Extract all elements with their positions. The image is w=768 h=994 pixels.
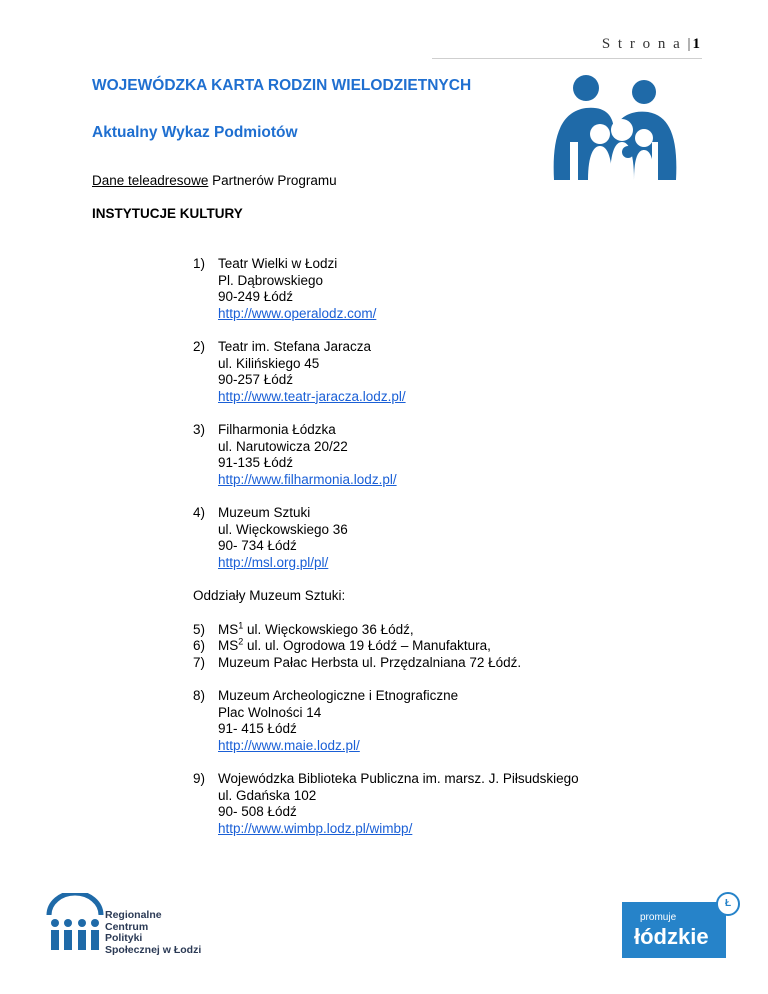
institution-link[interactable]: http://www.operalodz.com/ [218,305,377,321]
list-item: 1) Teatr Wielki w Łodzi Pl. Dąbrowskiego 90-249 Łódź http://www.operalodz.com/ [193,256,673,322]
institution-name: Filharmonia Łódzka [218,422,336,437]
institution-link[interactable]: http://msl.org.pl/pl/ [218,554,329,570]
institution-city: 90- 508 Łódź [218,804,297,819]
institution-name: Muzeum Archeologiczne i Etnograficzne [218,688,459,703]
institution-city: 91-135 Łódź [218,455,294,470]
institution-street: ul. Narutowicza 20/22 [218,438,348,454]
page-header [0,36,700,58]
family-logo-icon [548,72,680,182]
branches-list [193,622,673,672]
rcps-logo-text: Regionalne Centrum Polityki Społecznej w Łodzi [105,909,202,956]
list-item: 4) Muzeum Sztuki ul. Więckowskiego 36 90- 734 Łódź http://msl.org.pl/pl/ [193,505,673,571]
institution-link[interactable]: http://www.wimbp.lodz.pl/wimbp/ [218,820,413,836]
institution-name: Wojewódzka Biblioteka Publiczna im. marsz. J. Piłsudskiego [218,771,579,786]
list-item: 9) Wojewódzka Biblioteka Publiczna im. marsz. J. Piłsudskiego ul. Gdańska 102 90- 508 Łódź http://www.wimbp.lodz.pl/wimbp/ [193,771,673,837]
list-item: 3) Filharmonia Łódzka ul. Narutowicza 20/22 91-135 Łódź http://www.filharmonia.lodz.pl/ [193,422,673,488]
list-item: 6) $MS^2$ ul. ul. Ogrodowa 19 Łódź – Manufaktura, [193,636,491,653]
institution-street: ul. Więckowskiego 36 [218,521,348,537]
list-item: 2) Teatr im. Stefana Jaracza ul. Kilińskiego 45 90-257 Łódź http://www.teatr-jaracza.lodz.pl/ [193,339,673,405]
document-subtitle: Aktualny Wykaz Podmiotów [92,124,298,141]
institution-name: Muzeum Sztuki [218,505,311,520]
section-heading: INSTYTUCJE KULTURY [92,206,243,221]
institution-name: Teatr im. Stefana Jaracza [218,339,372,354]
promuje-lodzkie-logo: promuje łódzkie [622,902,726,958]
institution-name: Teatr Wielki w Łodzi [218,256,338,271]
institution-link[interactable]: http://www.maie.lodz.pl/ [218,737,360,753]
institution-street: ul. Kilińskiego 45 [218,355,320,371]
document-title: WOJEWÓDZKA KARTA RODZIN WIELODZIETNYCH [92,77,472,94]
header-rule [432,58,702,59]
contact-line: Dane teleadresowe Partnerów Programu [92,173,337,188]
lodzkie-seal-icon: Ł [716,892,740,916]
institution-street: ul. Gdańska 102 [218,787,317,803]
institution-city: 90-249 Łódź [218,289,294,304]
institution-link[interactable]: http://www.teatr-jaracza.lodz.pl/ [218,388,406,404]
institution-city: 90- 734 Łódź [218,538,297,553]
institution-city: 90-257 Łódź [218,372,294,387]
institution-list [193,256,673,854]
page-number: S t r o n a |1 [601,36,700,52]
institution-city: 91- 415 Łódź [218,721,297,736]
institution-street: Pl. Dąbrowskiego [218,272,324,288]
list-item: 7) Muzeum Pałac Herbsta ul. Przędzalniana 72 Łódź. [193,654,522,670]
list-item: 8) Muzeum Archeologiczne i Etnograficzne Plac Wolności 14 91- 415 Łódź http://www.maie.lodz.pl/ [193,688,673,754]
institution-link[interactable]: http://www.filharmonia.lodz.pl/ [218,471,397,487]
branches-heading: Oddziały Muzeum Sztuki: [193,588,346,603]
list-item: 5) $MS^1$ ul. Więckowskiego 36 Łódź, [193,620,414,637]
institution-street: Plac Wolności 14 [218,704,322,720]
